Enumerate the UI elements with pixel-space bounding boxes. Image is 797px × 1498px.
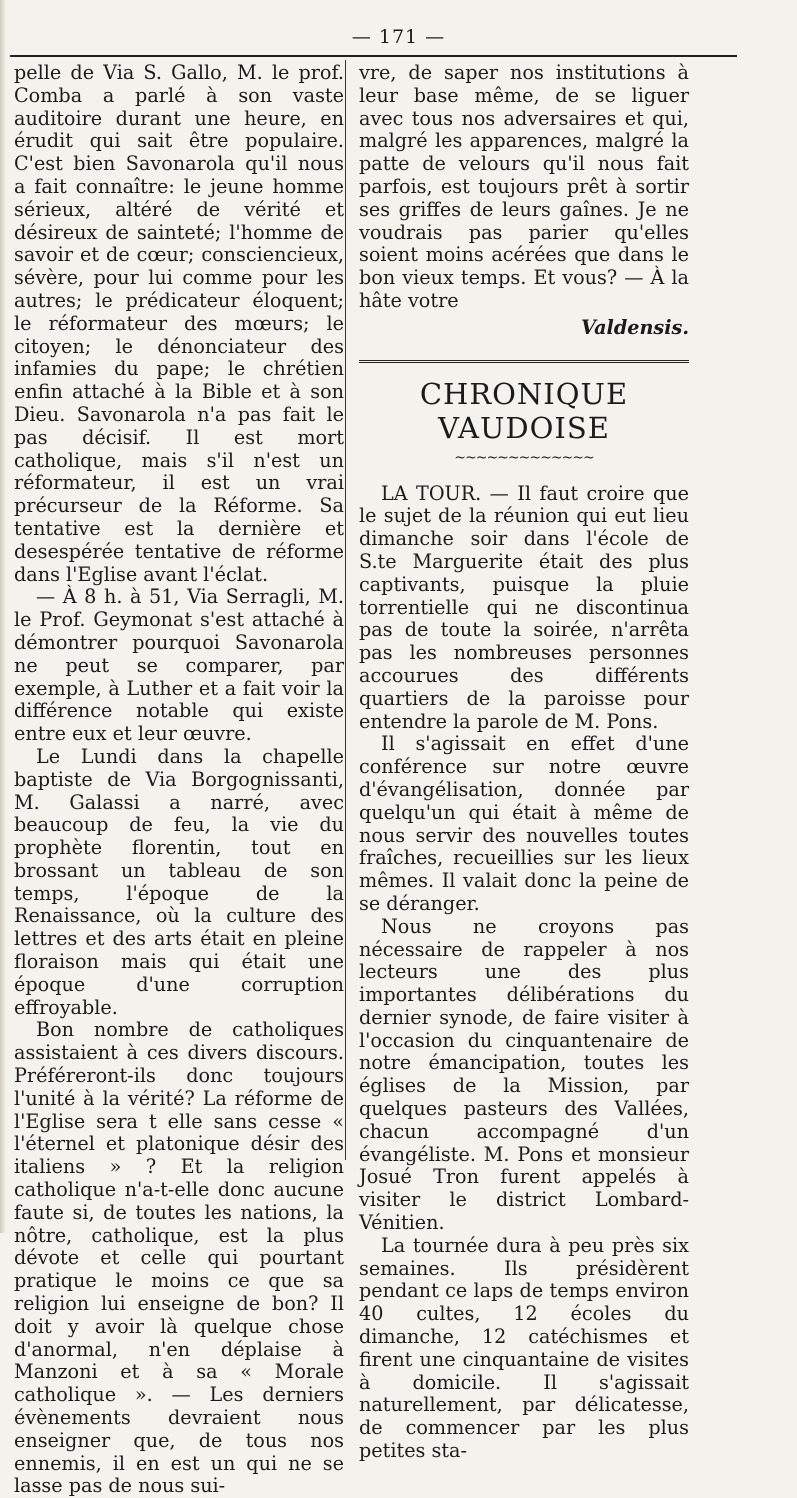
page-edge-shadow	[0, 0, 6, 1233]
paragraph: Le Lundi dans la chapelle baptiste de Via Borgognissanti, M. Galassi a narré, avec beaucoup de feu, la vie du prophète florentin, tout en brossant un tableau de son temps, l'époque de la Renaissance, où la culture des lettres et des arts était en pleine floraison mais qui était une époque d'une corruption effroyable.	[14, 744, 344, 1019]
paragraph: Nous ne croyons pas nécessaire de rappeler à nos lecteurs une des plus importantes délibérations du dernier synode, de faire visiter à l'occasion du cinquantenaire de notre émancipation, toutes les églises de la Mission, par quelques pasteurs des Vallées, chacun accompagné d'un évangéliste. M. Pons et monsieur Josué Tron furent appelés à visiter le district Lombard-Vénitien.	[359, 914, 689, 1235]
page-number: — 171 —	[351, 26, 446, 48]
paragraph: vre, de saper nos institutions à leur base même, de se liguer avec tous nos adversaires et qui, malgré les apparences, malgré la patte de velours qu'il nous fait parfois, est toujours prêt à sortir ses griffes de leurs gaînes. Je ne voudrais pas parier qu'elles soient moins acérées que dans le bon vieux temps. Et vous? — À la hâte votre	[359, 61, 689, 312]
signature: Valdensis.	[581, 315, 689, 339]
paragraph: LA TOUR. — Il faut croire que le sujet de la réunion qui eut lieu dimanche soir dans l'école de S.te Marguerite était des plus captivants, puisque la pluie torrentielle qui ne discontinua pas de toute la soirée, n'arrêta pas les nombreuses personnes accourues des différents quartiers de la paroisse pour entendre la parole de M. Pons.	[359, 481, 689, 733]
title-ornament: ~~~~~~~~~~~~~	[454, 449, 594, 466]
section-separator	[359, 360, 689, 363]
left-column	[14, 62, 344, 1498]
header-rule	[10, 55, 737, 57]
paragraph: La tournée dura à peu près six semaines. Ils présidèrent pendant ce laps de temps environ 40 cultes, 12 écoles du dimanche, 12 catéchismes et firent une cinquantaine de visites à domicile. Il s'agissait naturellement, par délicatesse, de commencer par les plus petites sta-	[359, 1233, 689, 1463]
paragraph: — À 8 h. à 51, Via Serragli, M. le Prof. Geymonat s'est attaché à démontrer pourquoi Savonarola ne peut se comparer, par exemple, à Luther et a fait voir la différence notable qui existe entre eux et leur œuvre.	[14, 585, 344, 746]
paragraph: Il s'agissait en effet d'une conférence sur notre œuvre d'évangélisation, donnée par quelqu'un qui était à même de nous servir des nouvelles toutes fraîches, recueillies sur les lieux mêmes. Il valait donc la peine de se déranger.	[359, 732, 689, 915]
section-title: CHRONIQUE VAUDOISE	[419, 376, 629, 445]
paragraph: Bon nombre de catholiques assistaient à ces divers discours. Préféreront-ils donc toujours l'unité à la vérité? La réforme de l'Eglise sera t elle sans cesse « l'éternel et platonique désir des italiens » ? Et la religion catholique n'a-t-elle donc aucune faute si, de toutes les nations, la nôtre, catholique, est la plus dévote et celle qui pourtant pratique le moins ce que sa religion lui enseigne de bon? Il doit y avoir là quelque chose d'anormal, n'en déplaise à Manzoni et à sa « Morale catholique ». — Les derniers évènements devraient nous enseigner que, de tous nos ennemis, il en est un qui ne se lasse pas de nous sui-	[14, 1018, 344, 1498]
right-column	[359, 62, 689, 1463]
column-divider	[345, 60, 346, 1160]
paragraph: pelle de Via S. Gallo, M. le prof. Comba a parlé à son vaste auditoire durant une heure, en érudit qui sait être populaire. C'est bien Savonarola qu'il nous a fait connaître: le jeune homme sérieux, altéré de vérité et désireux de sainteté; l'homme de savoir et de cœur; consciencieux, sévère, pour lui comme pour les autres; le prédicateur éloquent; le réformateur des mœurs; le citoyen; le dénonciateur des infamies du pape; le chrétien enfin attaché à la Bible et à son Dieu. Savonarola n'a pas fait le pas décisif. Il est mort catholique, mais s'il n'est un réformateur, il est un vrai précurseur de la Réforme. Sa tentative est la dernière et desespérée tentative de réforme dans l'Eglise avant l'éclat.	[14, 61, 344, 586]
